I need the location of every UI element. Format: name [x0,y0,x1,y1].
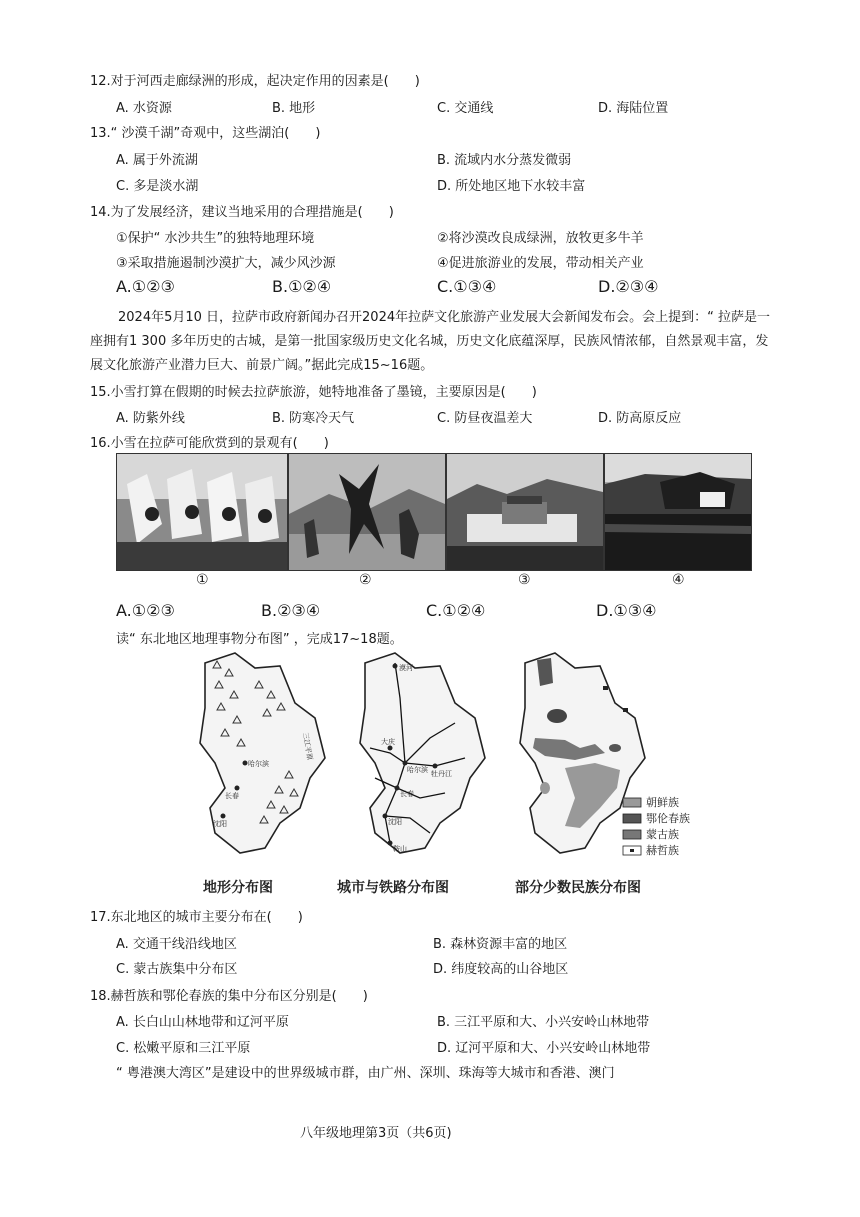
q18-stem: 18.赫哲族和鄂伦春族的集中分布区分别是( ) [90,989,368,1004]
q14-item-3: ③采取措施遏制沙漠扩大，减少风沙源 [116,256,336,271]
q18-option-c: C. 松嫩平原和三江平原 [116,1041,251,1056]
lhasa-passage: 2024年5月10 日，拉萨市政府新闻办召开2024年拉萨文化旅游产业发展大会新闻发布会。会上提到：“ 拉萨是一座拥有1 300 多年历史的古城，是第一批国家级历史文化名城，历史文化底蕴深厚，民族风情浓郁，自然景观丰富，发展文化旅游产业潜力巨大、前景广阔。”据此完成15~16题。 [90,310,770,373]
q13-option-a: A. 属于外流湖 [116,153,198,168]
q16-option-d: D.①③④ [596,601,657,620]
map1-caption: 地形分布图 [203,880,273,896]
q13-option-c: C. 多是淡水湖 [116,179,199,194]
map2-caption: 城市与铁路分布图 [337,880,449,896]
q17-option-b: B. 森林资源丰富的地区 [433,937,568,952]
map2-label-mohe: 漠河 [399,664,413,672]
q17-option-a: A. 交通干线沿线地区 [116,937,237,952]
map2-label-harbin: 哈尔滨 [407,766,428,774]
map2-label-daqing: 大庆 [381,738,395,746]
q12-option-b: B. 地形 [272,101,316,116]
q17-stem: 17.东北地区的城市主要分布在( ) [90,910,303,925]
terrain-map [200,653,325,853]
q14-item-1: ①保护“ 水沙共生”的独特地理环境 [116,231,315,246]
q14-item-2: ②将沙漠改良成绿洲，放牧更多牛羊 [437,231,644,246]
read-intro: 读“ 东北地区地理事物分布图” ，完成17~18题。 [116,632,403,647]
q12-option-a: A. 水资源 [116,101,172,116]
city-railway-map [360,653,485,853]
legend-oroqen: 鄂伦春族 [646,812,690,825]
legend-korean: 朝鲜族 [646,796,679,809]
q14-option-b: B.①②④ [272,277,332,296]
map1-label-shenyang: 沈阳 [213,820,227,828]
photo-label-4: ④ [672,572,685,588]
q17-option-c: C. 蒙古族集中分布区 [116,962,238,977]
photo-potala-palace [446,453,604,571]
photo-folk-dance [288,453,446,571]
ethnic-legend [623,795,690,857]
photo-label-1: ① [196,572,209,588]
q15-stem: 15.小雪打算在假期的时候去拉萨旅游，她特地准备了墨镜，主要原因是( ) [90,385,537,400]
q12-option-d: D. 海陆位置 [598,101,669,116]
q15-option-d: D. 防高原反应 [598,411,682,426]
map1-label-changchun: 长春 [225,792,239,800]
q16-option-c: C.①②④ [426,601,486,620]
ethnic-groups-map [520,653,690,857]
q18-option-b: B. 三江平原和大、小兴安岭山林地带 [437,1015,650,1030]
map3-caption: 部分少数民族分布图 [515,880,641,896]
closing-passage: “ 粤港澳大湾区”是建设中的世界级城市群，由广州、深圳、珠海等大城市和香港、澳门 [116,1066,615,1081]
q12-option-c: C. 交通线 [437,101,494,116]
q15-option-c: C. 防昼夜温差大 [437,411,533,426]
page-footer: 八年级地理第3页（共6页) [300,1126,452,1141]
q14-option-a: A.①②③ [116,277,175,296]
q12-stem: 12.对于河西走廊绿洲的形成，起决定作用的因素是( ) [90,74,420,89]
map2-label-shenyang: 沈阳 [388,818,402,826]
q16-stem: 16.小雪在拉萨可能欣赏到的景观有( ) [90,436,329,451]
legend-hezhe: 赫哲族 [646,844,679,857]
northeast-maps-figure [185,648,690,900]
q15-option-a: A. 防紫外线 [116,411,185,426]
map2-label-anshan: 鞍山 [393,845,407,853]
photo-label-2: ② [359,572,372,588]
q15-option-b: B. 防寒冷天气 [272,411,355,426]
q14-option-d: D.②③④ [598,277,659,296]
q14-item-4: ④促进旅游业的发展，带动相关产业 [437,256,644,271]
map1-label-sanjiang: 三江平原 [301,731,314,761]
legend-mongol: 蒙古族 [646,828,679,841]
q18-option-d: D. 辽河平原和大、小兴安岭山林地带 [437,1041,651,1056]
q13-option-b: B. 流域内水分蒸发微弱 [437,153,572,168]
photo-label-3: ③ [518,572,531,588]
photo-lakeside-temple [604,453,752,571]
photo-dancers-with-scarves [116,453,288,571]
map2-label-mudanjiang: 牡丹江 [431,770,452,778]
map1-label-harbin: 哈尔滨 [248,760,269,768]
q14-stem: 14.为了发展经济，建议当地采用的合理措施是( ) [90,205,394,220]
q16-option-b: B.②③④ [261,601,321,620]
map2-label-changchun: 长春 [400,790,414,798]
q13-option-d: D. 所处地区地下水较丰富 [437,179,586,194]
q13-stem: 13.“ 沙漠千湖”奇观中，这些湖泊( ) [90,126,321,141]
q18-option-a: A. 长白山山林地带和辽河平原 [116,1015,289,1030]
q17-option-d: D. 纬度较高的山谷地区 [433,962,569,977]
q14-option-c: C.①③④ [437,277,497,296]
q16-option-a: A.①②③ [116,601,175,620]
